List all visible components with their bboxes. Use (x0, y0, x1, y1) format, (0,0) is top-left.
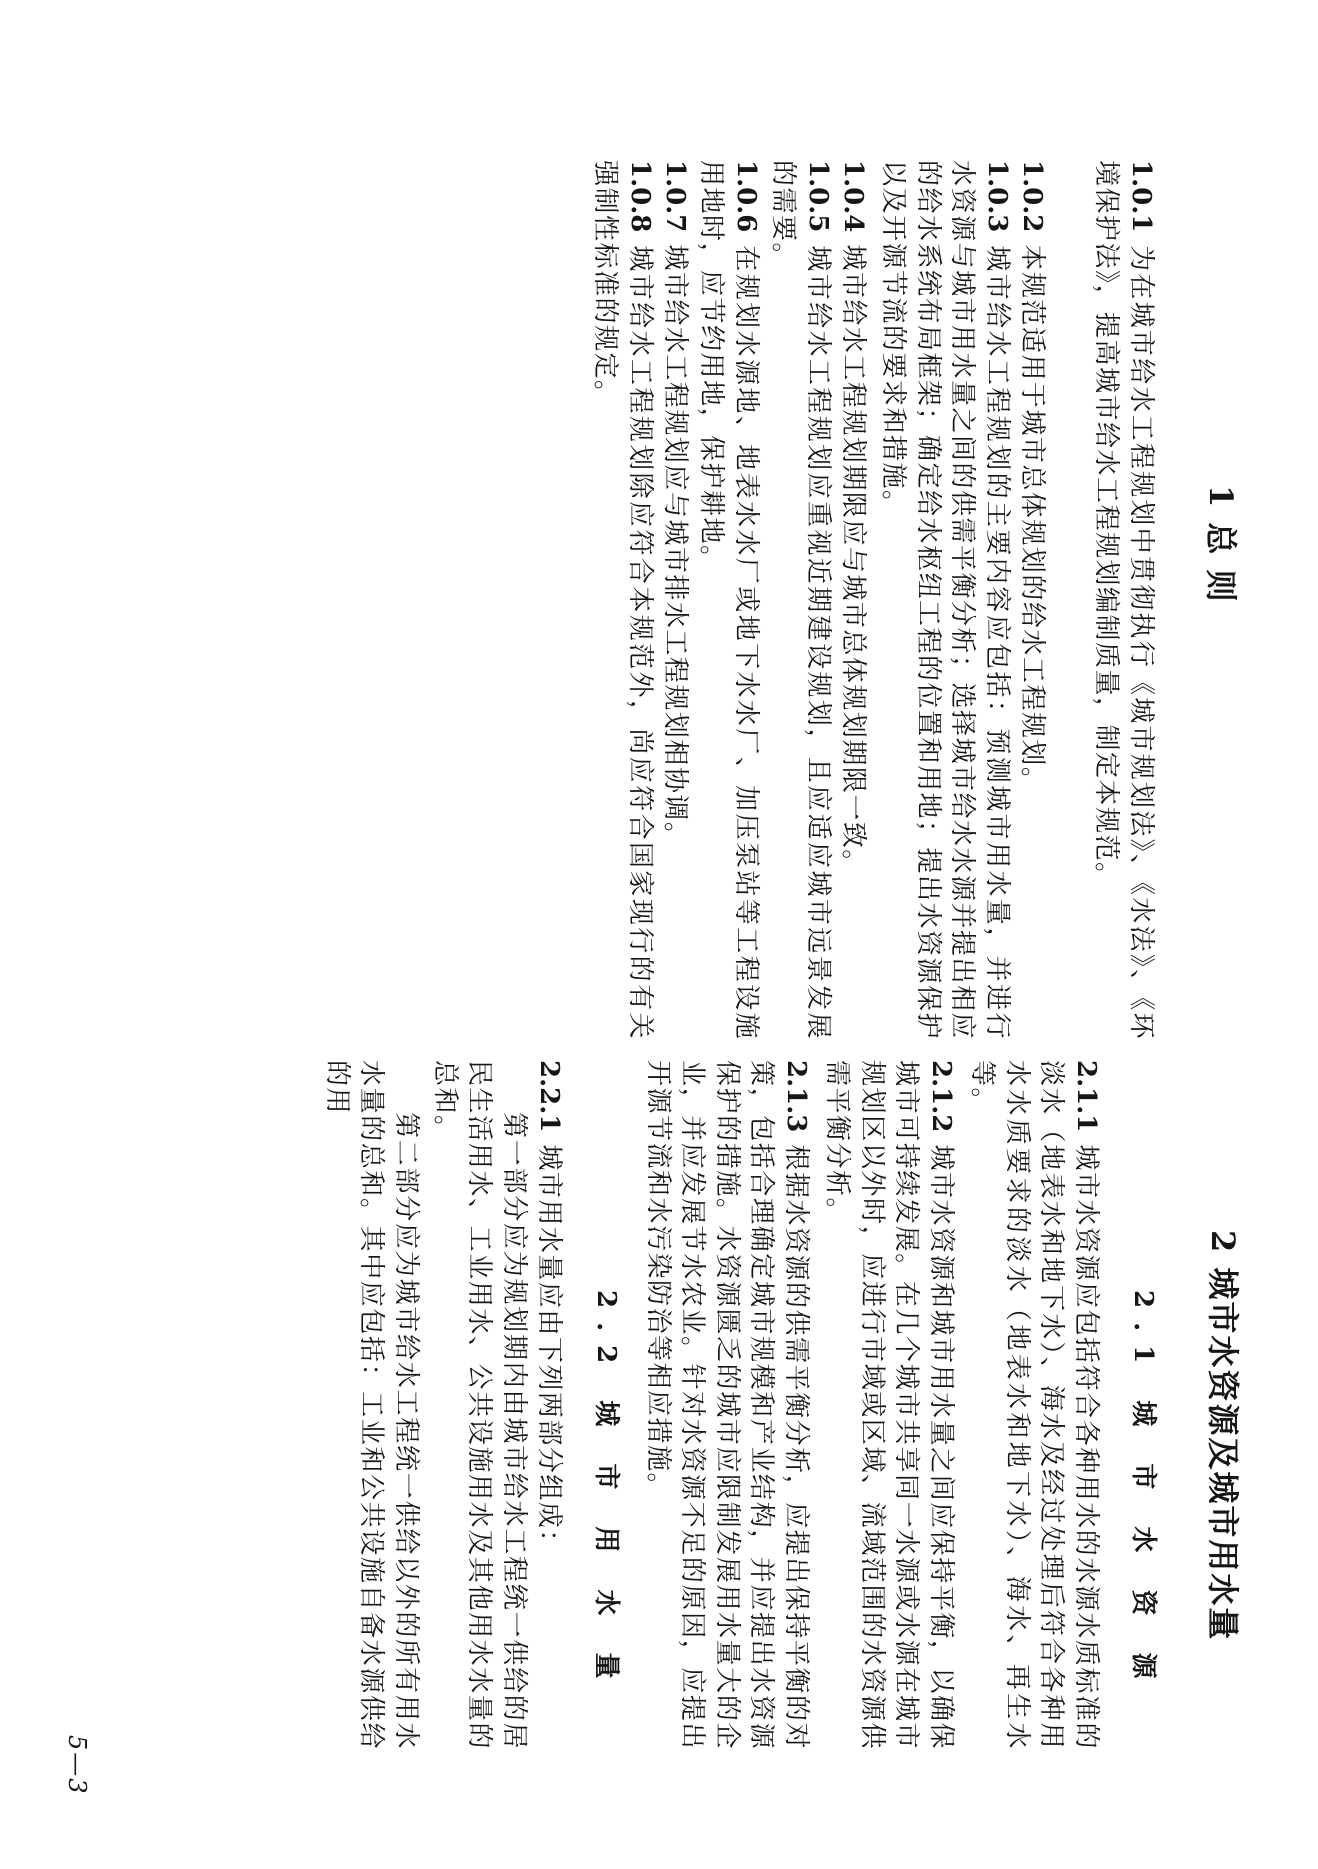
clause-number: 2.1.1 (1071, 1060, 1101, 1133)
clause-text: 城市给水工程规划应重视近期建设规划，且应适应城市远景发展的需要。 (768, 160, 833, 1040)
chapter-1-title: 1 总 则 (1202, 485, 1240, 604)
clause-number: 2.1.2 (926, 1060, 956, 1133)
clause-1-0-4 (836, 160, 871, 1040)
clause-text: 城市给水工程规划的主要内容应包括：预测城市用水量，并进行水资源与城市用水量之间的供需平衡分析；选择城市给水水源并提出相应的给水系统布局框架；确定给水枢纽工程的位置和用地；提出水资源保护以及开源节流的要求和措施。 (878, 160, 1012, 1041)
page-number: 5—3 (63, 1735, 91, 1796)
clause-number: 1.0.3 (982, 160, 1012, 233)
clause-2-1-3 (641, 1060, 814, 1750)
clause-2-1-2 (820, 1060, 958, 1750)
clause-text: 城市给水工程规划期限应与城市总体规划期限一致。 (838, 244, 868, 877)
clause-1-0-6 (694, 160, 763, 1040)
clause-text: 根据水资源的供需平衡分析，应提出保持平衡的对策，包括合理确定城市规模和产业结构，并应提出水资源保护的措施。水资源匮乏的城市应限制发展用水量大的企业，并应发展节水农业。针对水资源不足的原因，应提出开源节流和水污染防治等相应措施。 (643, 1060, 811, 1750)
clause-number: 1.0.6 (731, 160, 761, 233)
column-chapter-1 (0, 160, 1318, 1060)
paragraph-part-two: 第二部分应为城市给水工程统一供给以外的所有用水水量的总和。其中应包括：工业和公共设施自备水源供给的用 (322, 1060, 421, 1750)
clause-text: 为在城市给水工程规划中贯彻执行《城市规划法》、《水法》、《环境保护法》，提高城市给水工程规划编制质量，制定本规范。 (1091, 160, 1156, 1040)
section-2-1-title: 2.1 城 市 水 资 源 (1128, 1290, 1158, 1693)
clause-number: 1.0.1 (1126, 160, 1156, 233)
clause-text: 城市水资源和城市用水量之间应保持平衡，以确保城市可持续发展。在几个城市共享同一水源或水源在城市规划区以外时，应进行市域或区域、流域范围的水资源供需平衡分析。 (822, 1060, 956, 1750)
clause-1-0-3 (876, 160, 1014, 1040)
clause-1-0-5 (766, 160, 835, 1040)
section-2-2-title: 2.2 城 市 用 水 量 (591, 1290, 621, 1693)
clause-2-1-1 (965, 1060, 1103, 1750)
clause-text: 城市用水量应由下列两部分组成： (534, 1144, 564, 1557)
clause-number: 1.0.4 (838, 160, 868, 233)
clause-2-2-1 (532, 1060, 567, 1750)
clause-text: 城市给水工程规划除应符合本规范外，尚应符合国家现行的有关强制性标准的规定。 (590, 160, 655, 1040)
clause-1-0-2 (1015, 160, 1050, 1040)
clause-1-0-1 (1089, 160, 1158, 1040)
paragraph-part-one: 第一部分应为规划期内由城市给水工程统一供给的居民生活用水、工业用水、公共设施用水及其他用水水量的总和。 (430, 1060, 529, 1750)
chapter-2-title: 2 城市水资源及城市用水量 (1204, 1230, 1242, 1642)
clause-number: 2.1.3 (781, 1060, 811, 1133)
clause-number: 1.0.8 (625, 160, 655, 233)
clause-number: 1.0.7 (660, 160, 690, 233)
clause-text: 城市水资源应包括符合各种用水的水源水质标准的淡水（地表水和地下水）、海水及经过处理后符合各种用水水质要求的淡水（地表水和地下水）、海水、再生水等。 (967, 1060, 1101, 1750)
clause-text: 在规划水源地、地表水水厂或地下水水厂、加压泵站等工程设施用地时，应节约用地，保护耕地。 (696, 160, 761, 1040)
clause-number: 1.0.5 (803, 160, 833, 233)
clause-text: 本规范适用于城市总体规划的给水工程规划。 (1017, 244, 1047, 795)
clause-number: 1.0.2 (1017, 160, 1047, 233)
clause-1-0-7 (658, 160, 693, 1040)
clause-text: 城市给水工程规划应与城市排水工程规划相协调。 (660, 244, 690, 850)
clause-number: 2.2.1 (534, 1060, 564, 1133)
clause-1-0-8 (588, 160, 657, 1040)
column-chapter-2 (0, 1060, 1318, 1760)
